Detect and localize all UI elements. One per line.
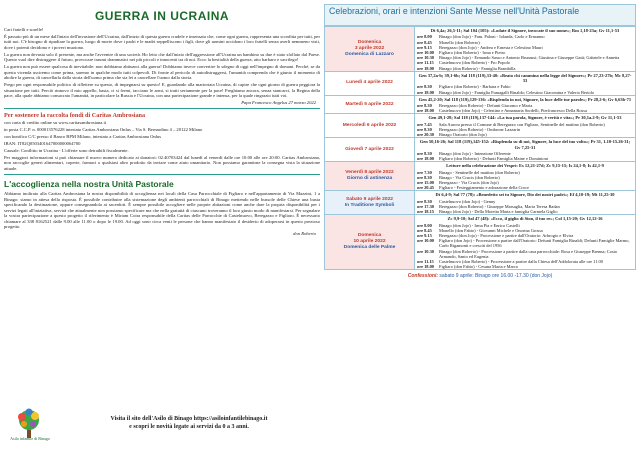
mass-time: ore 10.00 [417,238,434,244]
day-cell [325,215,415,270]
mass-time: ore 8.30 [417,126,432,132]
footer-line[interactable]: Visita il sito dell'Asilo di Binago https://asiloinfantilebinago.it [110,416,268,422]
mass-detail: Figliaro (don Fabio) - Cesana Maria e Marco [439,264,519,270]
day-row [325,215,636,270]
mass-detail: Binago (don Jojo) - Fam. Paloni - Iolanda, Carlo e Ermanno [439,34,545,40]
day-label: Sabato 9 aprile 2022 [345,196,394,202]
mass-time: ore 8.30 [417,150,432,156]
divider [4,174,320,175]
mass-detail: Binago - Via Crucis (don Roberto) [439,174,500,180]
day-row [325,95,636,114]
reading: Letture nella celebrazione dei Vespri: Es 12,21-27d; Zc 9,15-15; Is 24,1-8; Is 42,1-9 [446,163,604,169]
mass-time: ore 10.30 [417,55,434,61]
mass-time: ore 17.30 [417,203,434,209]
day-date: 3 aprile 2022 [354,45,385,51]
reading: Dt 6,4-9; Sal 77 (78): «Benedetto sei tu Signore, Dio dei nostri padri»; Ef 4,10-19; Mt 11,25-30 [435,192,615,198]
footer-line: e scopri le novità legate ai servizi da 0 a 3 anni. [129,424,249,430]
mass-time: ore 8.00 [417,222,432,228]
reading: Dt 6,4a; 26,5-11; Sal 104 (105): «Lodate il Signore, invocate il suo nome»; Rm 1,18-23a; Gv 11,1-53 [430,28,620,33]
mass-time: ore 15.00 [417,180,434,186]
day-name: Domenica delle Palme [343,245,396,251]
mass-item [417,249,633,259]
divider [4,108,320,109]
mass-detail: Beregazzo (don Roberto) - Defunti Giacomo e Maria [439,103,533,109]
schedule-title: Celebrazioni, orari e intenzioni Sante Messe nell'Unità Pastorale [324,4,636,26]
caritas-line: Causale: Conflitto in Ucraina - L'offerte sono detraibili fiscalmente. [4,148,129,154]
confessions [324,273,636,279]
mass-detail: Beregazzo (don Roberto) - Giuseppe Marsaglia, Maria Teresa Badan [439,203,560,209]
mass-detail: Castelnuovo (don Jojo) - Celestino e Annamaria Sordelli, Pierfrancesco Della Rossa [439,108,587,114]
mass-detail: Beregazzo (don Jojo) - Processione e partire dall'Oratorio: Arbrogio e Elvira [439,233,574,239]
day-row [325,71,636,95]
mass-time: ore 8.30 [417,174,432,180]
footer [4,406,320,448]
mass-item [417,209,633,214]
day-cell [325,138,415,162]
day-label: Lunedì 4 aprile 2022 [346,80,393,86]
day-cell [325,162,415,191]
day-content [415,191,636,215]
mass-detail: Castelnuovo (don Jojo) - Genny [439,198,496,204]
mass-time: ore 18.15 [417,209,434,215]
day-cell [325,191,415,215]
confessions-text: sabato 9 aprile: Binago ore 16.00 -17.30 (don Jojo) [439,273,553,280]
mass-time: ore 8.30 [417,84,432,90]
mass-detail: Castelnuovo (don Roberto) - Pro Popolo [439,60,511,66]
mass-time: ore 8.30 [417,103,432,109]
day-row [325,114,636,138]
mass-detail: Beregazzo (don Jojo) - Andrea e Ernesta e Celestino Mauri [439,44,543,50]
mass-detail: Binago (don Jojo) - Della Moretta Maria e famiglia Carmela Giglio [439,209,558,215]
mass-item [417,90,633,95]
mass-detail: Figliaro (don Roberto) - Irma e Pietro [439,49,506,55]
day-row [325,191,636,215]
mass-item [417,156,633,161]
mass-time: ore 10.30 [417,248,434,254]
caritas-line: con carta di credito online su www.caritasambrosiana.it [4,120,107,126]
mass-time: ore 8.45 [417,227,432,233]
info-text: Per maggiori informazioni si può chiamare il nuovo numero dedicato ai donatori: 02.40703424 dal lunedì al venerdì dalle ore 10:00 alle ore 20:00. Caritas Ambrosiana, non raccoglie generi alimentari, coperte, farmaci o qualsiasi altro prodotto da inviare come aiuto umanitario. Non possiamo garantirne la consegna vista la situazione attuale. [4,154,320,171]
caritas-title: Per sostenere la raccolta fondi di Caritas Ambrosiana [4,112,146,120]
mass-time: ore 18.00 [417,65,434,71]
mass-time: ore 8.00 [417,34,432,40]
day-content [415,95,636,114]
page-title: GUERRA IN UCRAINA [94,9,230,23]
mass-detail: Monello (don Roberto) [439,39,480,45]
mass-detail: Binago (don Jojo) - Ermando Sasso e Antonio Brunassi; Giustina e Giuseppe Gatti; Gabriele e Annetta [439,55,620,61]
mass-detail: Figliaro (don Roberto) - Barbara e Fabio [439,84,511,90]
mass-time: ore 7.45 [417,121,432,127]
day-date: 10 aprile 2022 [353,239,386,245]
caritas-line: IBAN: IT82Q0503401647000000064700 [4,141,81,147]
paragraph: Prego per ogni responsabile politico di riflettere su questo, di impegnarsi su questo! E, guardando alla martoriata Ucraina, di capire che ogni giorno di guerra peggiora la situazione per tutti. Perciò rinnovo il mio appello, basta, ci si fermi, tacciano le armi, si tratti seriamente per la pace! Preghiamo ancora, senza stancarci, la Regina della pace, alla quale abbiamo consacrato l'umanità, in particolare la Russia e l'Ucraina, con una partecipazione grande e intensa, per la quale ringrazio tutti voi. [4,82,320,99]
day-label: Giovedì 7 aprile 2022 [345,146,394,152]
mass-time: ore 18.00 [417,89,434,95]
footer-text [64,415,314,431]
reading: Gen 45,2-20; Sal 118 (119),129-136: «Risplenda in noi, Signore, la luce delle tue parole»; Pr 28,2-6; Gv 6,63b-71 [418,96,632,102]
mass-detail: Binago Oratorio (don Jojo) [439,132,487,138]
mass-time: ore 11.15 [417,259,434,265]
mass-time: ore 20.45 [417,185,434,191]
mass-time: ore 8.45 [417,39,432,45]
mass-time: ore 20.30 [417,132,434,138]
reading: Gen 50,16-26; Sal 118 (119),145-152: «Risplenda su di noi, Signore, la luce del tuo volto»; Pr 31, 1.10-15.26-31; Gv 7,25-31 [419,139,631,150]
mass-detail: Figliaro - Festeggiamento e adorazione della Croce [439,185,529,191]
mass-time: ore 18.00 [417,264,434,270]
day-content [415,138,636,162]
mass-time: ore 9.15 [417,233,432,239]
mass-detail: Beregazzo - Via Crucis (don Jojo) [439,180,499,186]
day-cell [325,114,415,138]
mass-detail: Binago (don Roberto) - Processione a partire dalla casa parrocchiale: Rosa e Giuseppe Brenna; Costa Armando, Santo ed Eugenia [439,248,617,259]
mass-item [417,132,633,137]
reading: Zc 9,9-10; Sal 47 (48): «Ecco, il giglio di Sion, il tuo re»; Col 1,15-20; Gv 12,12-16 [447,216,603,222]
right-column [324,4,636,448]
signature: Papa Francesco Angelus 27 marzo 2022 [241,99,316,105]
mass-detail: Beregazzo (don Roberto) - Ombrone Lazzarin [439,126,521,132]
mass-time: ore 7.30 [417,169,432,175]
mass-time: ore 18.00 [417,156,434,162]
day-label: Martedì 5 aprile 2022 [345,101,394,107]
caritas-line: con bonifico C/C presso il Banco BPM Milano, intestato a Caritas Ambrosiana Onlus [4,134,162,140]
mass-item [417,108,633,113]
mass-detail: Binago (don Jojo) - Famiglia Fumagalli Rinaldo; Celestino Giacomina e Valerio Bertolo [439,89,595,95]
mass-time: ore 18.00 [417,108,434,114]
signature: don Roberto [293,231,316,237]
day-cell [325,27,415,72]
left-column [4,4,320,448]
schedule-table [324,26,636,270]
accoglienza-text: Abbiamo inoltrato alla Caritas Ambrosiana la nostra disponibilità di accoglienza nei locali della Casa Parrocchiale di Figliaro e nell'appartamento di Via Mazzini, 1 a Binago: siamo in attesa della risposta. È possibile contribuire alla sistemazione degli ambienti parrocchiali di Binago mettendo nelle bussole delle Chiese una busta specificando la destinazione, oppure consegnandola ai sacerdoti. È sempre possibile accogliere nelle proprie abitazioni come anche dare la propria disponibilità per i servizi legati all'iniziativa, servirà che attualmente non possiamo specificare ma che nella gratuità di ciascuno troveranno il loro giusto modo di manifestarsi. Per segnalare la vostra partecipazione a questo progetto il riferimento è Miriam Coira responsabile della Caritas delle Parrocchie di Castelnuovo, Beregazzo e Figliaro. È necessario chiamare al 338 8162521 dalle 9.00 alle 11.00 o dopo le 19.00. Ad oggi sono circa venti le persone che hanno manifestato il desiderio di adoperarsi in questo prezioso progetto. [4,191,320,230]
accoglienza-title: L'accoglienza nella nostra Unità Pastorale [4,179,174,190]
day-content [415,162,636,191]
asilo-label: Asilo infantile di Binago [10,436,50,441]
mass-detail: Binago (don Jojo) - Irma Pia e Enrico Castelli [439,222,520,228]
paragraph: La guerra non può essere qualcosa di inevitabile: non dobbiamo abituarci alla guerra! Dobbiamo invece convertire lo sdegno di oggi nell'impegno di domani. Perché, se da questa vicenda usciremo come prima, saremo in qualche modo tutti colpevoli. Di fronte al pericolo di autodistruggersi, l'umanità comprenda che è giunto il momento di abolire la guerra, di cancellarla dalla storia dell'uomo prima che sia lei a cancellare l'uomo dalla storia. [4,64,320,81]
mass-detail: Castelnuovo (don Roberto) - Processione a partire dalla Chiesa dell'Addolorata alle ore 11.00 [439,259,603,265]
mass-item [417,264,633,269]
day-content [415,215,636,270]
reading: Gen 37,2a-b; 39,1-6b; Sal 118 (119),33-40: «Beato chi cammina nella legge del Signore»; Pr 27,23-27b; Mc 8,27-33 [418,72,632,84]
day-name: In Traditione Symboli [344,202,395,208]
day-row [325,162,636,191]
confessions-label: Confessioni: [407,273,439,280]
day-cell [325,95,415,114]
mass-detail: Monello (don Fabio) - Giovanni Michele e Onorina Grosso [439,227,544,233]
day-name: Domenica di Lazzaro [345,51,394,57]
day-row [325,138,636,162]
mass-detail: Sala Aurora presso il Comune di Beregazzo con Figliaro, Sentinelle del mattino (don Roberto) [439,121,605,127]
mass-time: ore 8.30 [417,198,432,204]
day-label: Mercoledì 6 aprile 2022 [342,122,397,128]
day-label: Domenica [357,39,382,45]
day-row [325,27,636,72]
day-content [415,114,636,138]
paragraph: È passato più di un mese dall'inizio dell'invasione dell'Ucraina, dall'inizio di questa guerra crudele e insensata che, come ogni guerra, rappresenta una sconfitta per tutti, per tutti noi. C'è bisogno di ripudiare la guerra, luogo di morte dove i padri e le madri seppelliscono i figli, dove gli uomini uccidono i loro fratelli senza averli nemmeno visti, dove i potenti decidono e i poveri muoiono. [4,33,320,50]
mass-detail: Figliaro (don Jojo) - Processione a partire dall'Oratorio: Defunti Famiglia Rinaldi; Defunti Famiglie Marmo, Carlo Rigamonti e cresciti del 1956 [439,238,630,249]
day-content [415,27,636,72]
mass-detail: Binago (don Jojo) - Intenzione Offerente [439,150,511,156]
day-cell [325,71,415,95]
mass-detail: Binago - Sentinelle del mattino (don Roberto) [439,169,520,175]
greeting: Cari fratelli e sorelle! [4,27,44,32]
reading: Gen 49,1-28; Sal 118 (119),137-144: «La tua parola, Signore, è verità e vita»; Pr 30,1a.2-9; Gv 11,1-53 [428,115,622,121]
mass-time: ore 9.15 [417,44,432,50]
mass-time: ore 11.15 [417,60,434,66]
day-label: Venerdì 8 aprile 2022 [345,170,394,176]
paragraph: La guerra non devasta solo il presente, ma anche l'avvenire di una società. Ho letto che dall'inizio dell'aggressione all'Ucraina un bambino su due è stato sfollato dal Paese. Questo vuol dire distruggere il futuro, provocare traumi drammatici nei più piccoli e innocenti tra di noi. Ecco la bestialità della guerra, atto barbaro e sacrilego! [4,51,320,63]
caritas-line: in posta C.C.P. n. 000013576228 intestato Caritas Ambrosiana Onlus – Via S. Bernardino 4 – 20122 Milano [4,127,203,133]
mass-item [417,238,633,248]
mass-item [417,66,633,71]
day-content [415,71,636,95]
mass-time: ore 10.00 [417,49,434,55]
mass-detail: Figliaro (don Roberto) - Defunti Famiglia Maine e Dominioni [439,156,549,162]
mass-item [417,185,633,190]
day-label: Domenica [357,233,382,239]
mass-detail: Binago (don Roberto) - Famiglia Brambilla [439,65,516,71]
day-name: Giorno di astinenza [346,176,393,182]
